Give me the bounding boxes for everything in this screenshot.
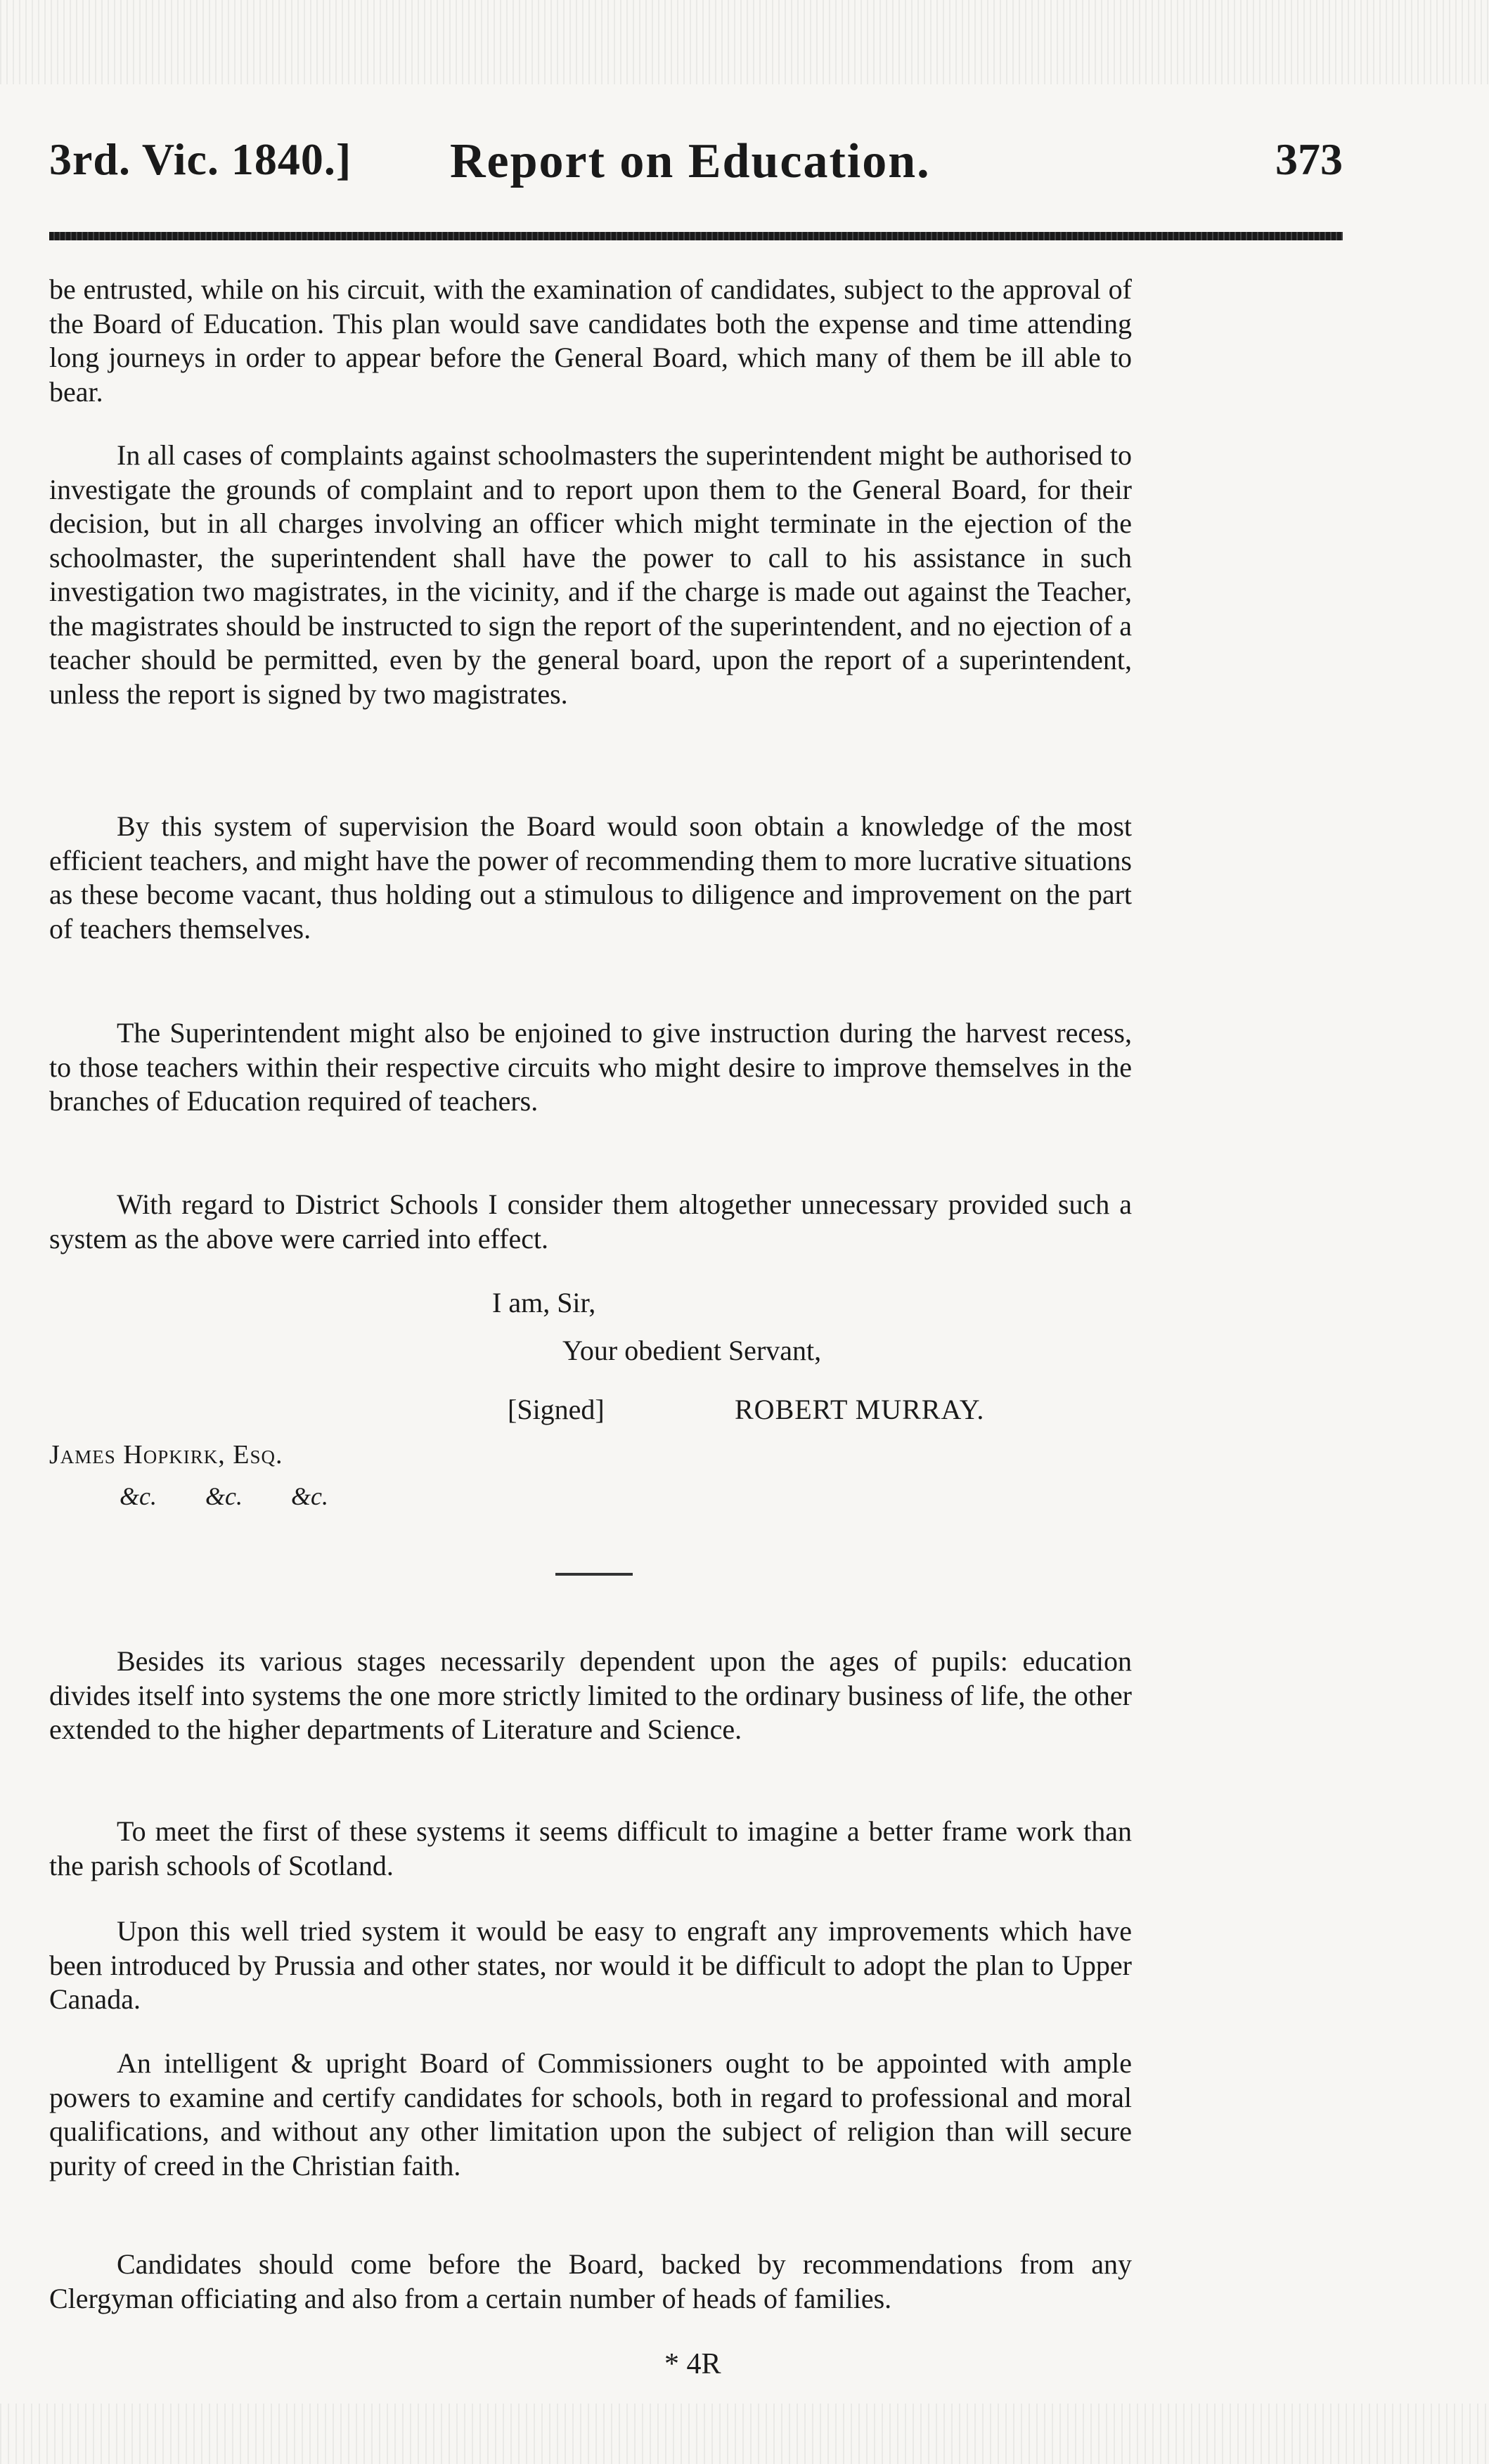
section-divider: [555, 1573, 633, 1576]
closing-signed: [Signed]: [508, 1394, 605, 1425]
header-rule: [49, 232, 1343, 240]
paragraph-text: Upon this well tried system it would be easy to engraft any improvements which have been introduced by Prussia and other states, nor would it be difficult to adopt the plan to Upper Canada.: [49, 1915, 1132, 2015]
section2-paragraph-1: [49, 1645, 1132, 1747]
addressee-name: James Hopkirk, Esq.: [49, 1440, 283, 1470]
paragraph-1: [49, 273, 1132, 409]
paragraph-text: be entrusted, while on his circuit, with the examination of candidates, subject to the approval of the Board of Education. This plan would save candidates both the expense and time attending long journeys in order to appear before the General Board, which many of them be ill able to bear.: [49, 273, 1132, 408]
paragraph-text: Candidates should come before the Board, backed by recommendations from any Clergyman officiating and also from a certain number of heads of families.: [49, 2248, 1132, 2314]
header-session: 3rd. Vic. 1840.]: [49, 134, 352, 184]
paragraph-2: [49, 439, 1132, 711]
page-header: [49, 134, 1343, 204]
paragraph-text: By this system of supervision the Board would soon obtain a knowledge of the most efficient teachers, and might have the power of recommending them to more lucrative situations as these become vacant, thus holding out a stimulous to diligence and improvement on the part of teachers themselves.: [49, 810, 1132, 945]
paragraph-text: To meet the first of these systems it seems difficult to imagine a better frame work than the parish schools of Scotland.: [49, 1815, 1132, 1881]
scan-noise-top: [0, 0, 1489, 84]
section2-paragraph-3: [49, 1914, 1132, 2017]
scan-noise-bottom: [0, 2404, 1489, 2464]
paragraph-5: [49, 1188, 1132, 1256]
closing-servant: Your obedient Servant,: [562, 1335, 822, 1366]
closing-salutation: I am, Sir,: [492, 1287, 596, 1318]
paragraph-text: In all cases of complaints against schoolmasters the superintendent might be authorised to investigate the grounds of complaint and to report upon them to the General Board, for their decision, but in all charges involving an officer which might terminate in the ejection of the schoolmaster, the superintendent shall have the power to call to his assistance in such investigation two magistrates, in the vicinity, and if the charge is made out against the Teacher, the magistrates should be instructed to sign the report of the superintendent, and no ejection of a teacher should be permitted, even by the general board, upon the report of a superintendent, unless the report is signed by two magistrates.: [49, 439, 1132, 710]
paragraph-text: With regard to District Schools I consider them altogether unnecessary provided such a system as the above were carried into effect.: [49, 1188, 1132, 1254]
paragraph-text: The Superintendent might also be enjoined to give instruction during the harvest recess, to those teachers within their respective circuits who might desire to improve themselves in the branches of Education required of teachers.: [49, 1017, 1132, 1117]
signature-mark: * 4R: [664, 2348, 721, 2380]
page-number: 373: [1275, 134, 1343, 184]
closing-name: ROBERT MURRAY.: [735, 1394, 985, 1425]
paragraph-text: Besides its various stages necessarily dependent upon the ages of pupils: education divides itself into systems the one more strictly limited to the ordinary business of life, the other extended to the higher departments of Literature and Science.: [49, 1645, 1132, 1745]
paragraph-text: An intelligent & upright Board of Commissioners ought to be appointed with ample powers to examine and certify candidates for schools, both in regard to professional and moral qualifications, and without any other limitation upon the subject of religion than will secure purity of creed in the Christian faith.: [49, 2047, 1132, 2181]
paragraph-3: [49, 810, 1132, 946]
header-title: Report on Education.: [450, 134, 931, 188]
paragraph-4: [49, 1016, 1132, 1119]
section2-paragraph-4: [49, 2047, 1132, 2183]
addressee-etc: &c. &c. &c.: [120, 1482, 328, 1510]
section2-paragraph-2: [49, 1815, 1132, 1883]
section2-paragraph-5: [49, 2248, 1132, 2316]
